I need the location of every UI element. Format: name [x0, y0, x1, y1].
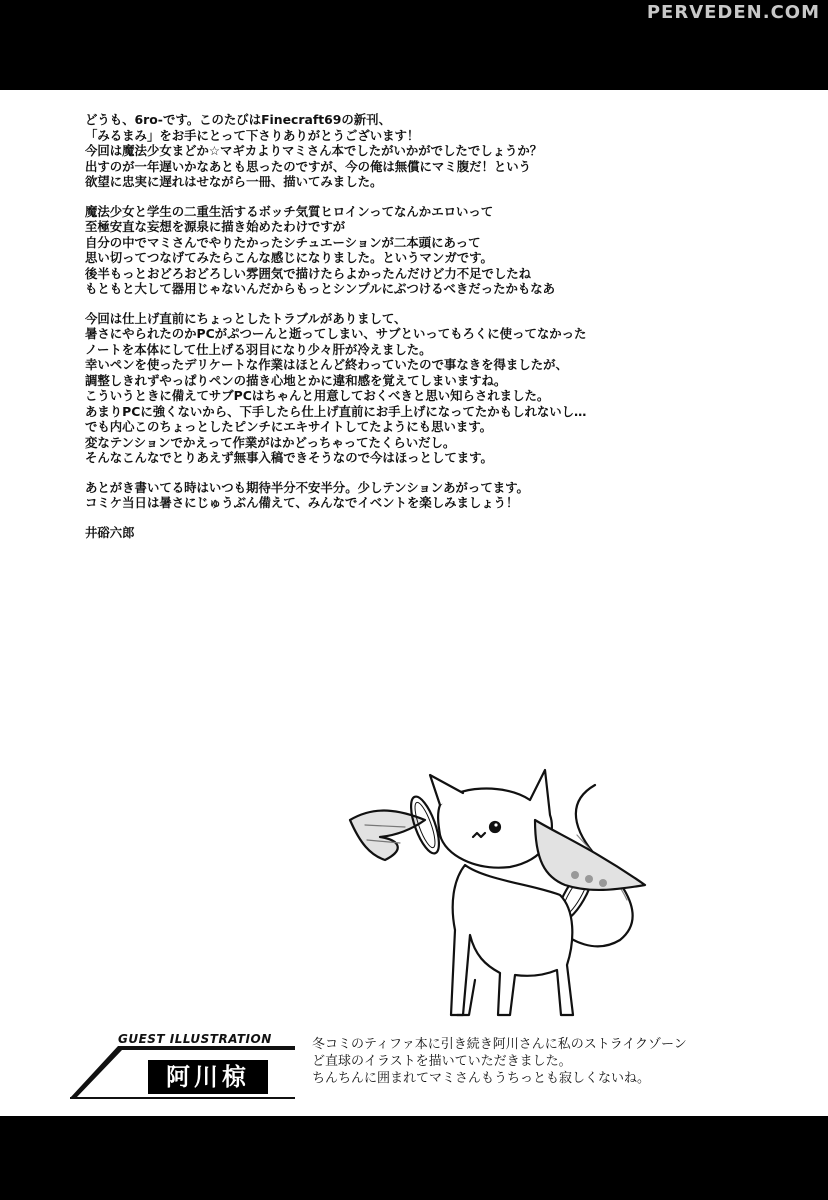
guest-artist-name: 阿川椋 [148, 1060, 268, 1094]
text-line: 調整しきれずやっぱりペンの描き心地とかに違和感を覚えてしまいますね。 [85, 372, 507, 388]
watermark: PERVEDEN.COM [646, 2, 820, 23]
paragraph-4 [85, 480, 775, 511]
text-line: ノートを本体にして仕上げる羽目になり少々肝が冷えました。 [85, 341, 432, 357]
text-line: 自分の中でマミさんでやりたかったシチュエーションが二本頭にあって [85, 234, 481, 250]
afterword-text [85, 112, 775, 540]
guest-illustration-credit [70, 1030, 295, 1100]
text-line: 思い切ってつなげてみたらこんな感じになりました。というマンガです。 [85, 250, 493, 265]
text-line: 後半もっとおどろおどろしい雰囲気で描けたらよかったんだけど力不足でしたね [85, 265, 532, 281]
text-line: 欲望に忠実に遅れはせながら一冊、描いてみました。 [85, 174, 383, 189]
text-line: ど直球のイラストを描いていただきました。 [312, 1054, 572, 1069]
text-line: あまりPCに強くないから、下手したら仕上げ直前にお手上げになってたかもしれないし… [85, 403, 587, 419]
text-line: コミケ当日は暑さにじゅうぶん備えて、みんなでイベントを楽しみましょう！ [85, 495, 519, 510]
text-line: どうも、6ro-です。このたびはFinecraft69の新刊、 [85, 112, 391, 127]
text-line: ちんちんに囲まれてマミさんもうちっとも寂しくないね。 [312, 1071, 651, 1086]
paragraph-1 [85, 112, 775, 190]
text-line: 「みるまみ」をお手にとって下さりありがとうございます！ [85, 127, 420, 143]
paragraph-3 [85, 311, 775, 466]
text-line: 冬コミのティファ本に引き続き阿川さんに私のストライクゾーン [312, 1037, 687, 1052]
text-line: こういうときに備えてサブPCはちゃんと用意しておくべきと思い知らされました。 [85, 388, 550, 403]
text-line: 今回は魔法少女まどか☆マギカよりマミさん本でしたがいかがでしたでしょうか？ [85, 143, 543, 158]
creature-illustration [345, 765, 675, 1025]
text-line: 出すのが一年遅いかなあとも思ったのですが、今の俺は無償にマミ腹だ！という [85, 158, 532, 174]
text-line: 幸いペンを使ったデリケートな作業はほとんど終わっていたので事なきを得ましたが、 [85, 357, 568, 372]
text-line: でも内心このちょっとしたピンチにエキサイトしてたようにも思います。 [85, 419, 493, 434]
guest-illustration-label: GUEST ILLUSTRATION [118, 1032, 272, 1046]
top-black-band [0, 0, 828, 90]
text-line: もともと大して器用じゃないんだからもっとシンプルにぶつけるべきだったかもなあ [85, 281, 556, 296]
text-line: そんなこんなでとりあえず無事入稿できそうなので今はほっとしてます。 [85, 450, 493, 465]
text-line: 暑さにやられたのかPCがぷつーんと逝ってしまい、サブといってもろくに使ってなかった [85, 326, 587, 341]
paragraph-2 [85, 204, 775, 297]
text-line: あとがき書いてる時はいつも期待半分不安半分。少しテンションあがってます。 [85, 479, 529, 495]
text-line: 至極安直な妄想を源泉に描き始めたわけですが [85, 219, 346, 234]
text-line: 魔法少女と学生の二重生活するボッチ気質ヒロインってなんかエロいって [85, 203, 494, 219]
text-line: 変なテンションでかえって作業がはかどっちゃってたくらいだし。 [85, 434, 456, 450]
text-line: 今回は仕上げ直前にちょっとしたトラブルがありまして、 [85, 310, 407, 326]
bottom-black-band [0, 1116, 828, 1200]
author-signature: 井硲六郎 [85, 524, 135, 540]
guest-comment [312, 1036, 772, 1087]
